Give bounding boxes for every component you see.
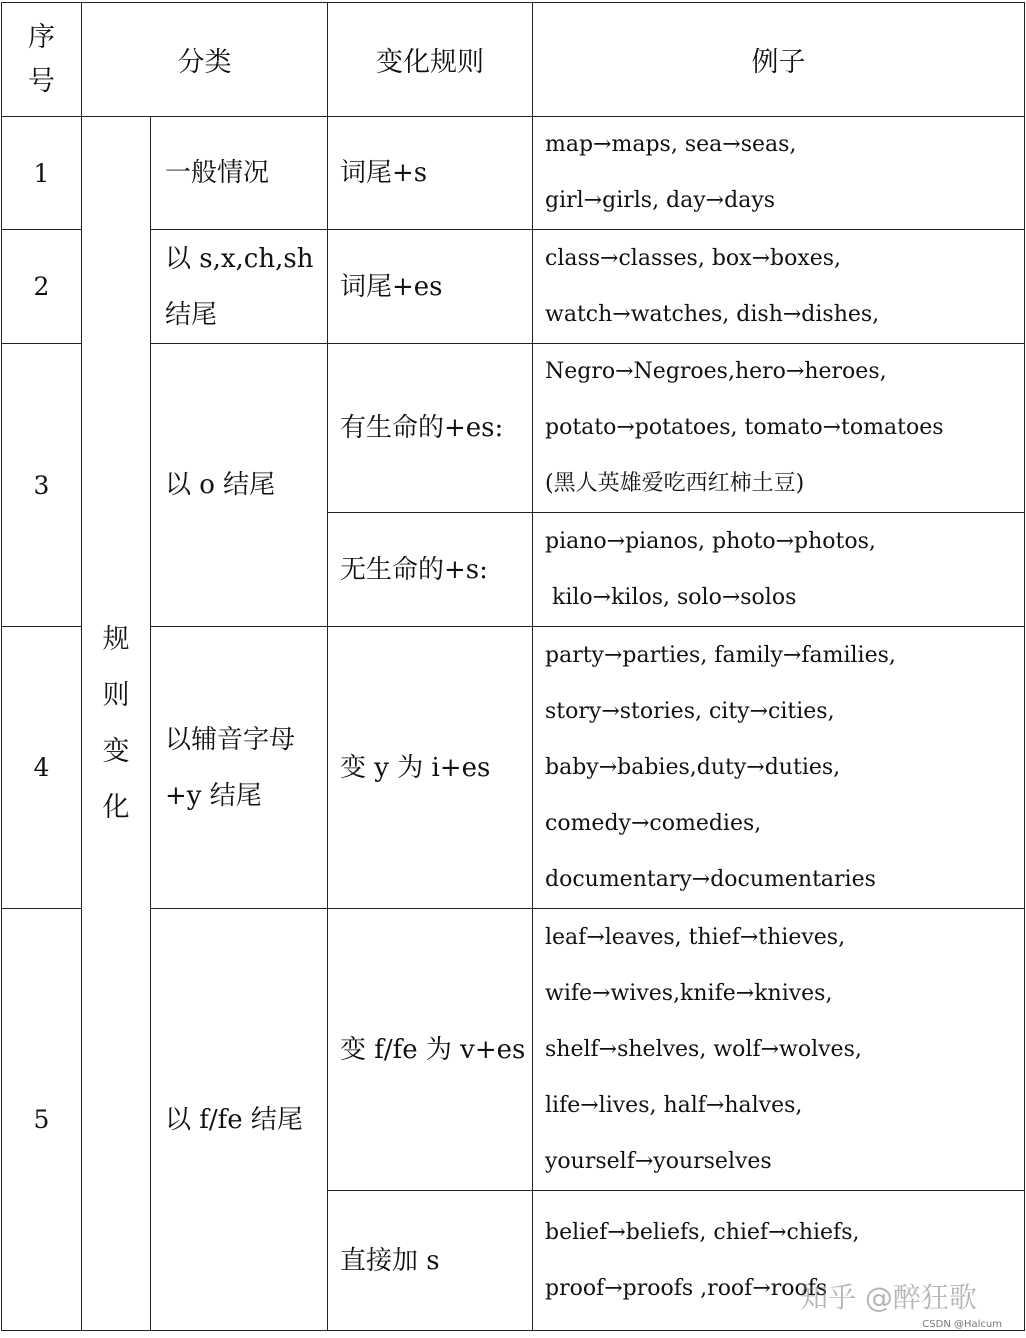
row-seq: 4 [2, 627, 82, 909]
example-line: kilo→kilos, solo→solos [545, 584, 797, 610]
row-examples [533, 117, 1025, 230]
example-line: girl→girls, day→days [545, 188, 776, 213]
header-seq-line-2: 号 [28, 65, 55, 97]
header-seq-line-1: 序 [28, 21, 55, 53]
csdn-credit: CSDN @Halcum [922, 1319, 1002, 1330]
row-rule: 词尾+es [328, 230, 533, 344]
example-line: shelf→shelves, wolf→wolves, [545, 1036, 862, 1062]
header-seq [2, 3, 82, 117]
example-line: belief→beliefs, chief→chiefs, [545, 1219, 860, 1245]
table-row [2, 230, 1025, 344]
header-row [2, 3, 1025, 117]
zhihu-watermark: 知乎 @醉狂歌 [800, 1281, 977, 1314]
header-rule: 变化规则 [328, 3, 533, 117]
row-rule: 无生命的+s: [328, 513, 533, 627]
side-label-char: 则 [102, 679, 130, 711]
category-line: 以 o 结尾 [165, 470, 276, 500]
plural-rules-table [1, 2, 1025, 1331]
example-line: watch→watches, dish→dishes, [545, 301, 880, 327]
row-category [151, 117, 328, 230]
row-category [151, 230, 328, 344]
row-examples [533, 627, 1025, 909]
table-row [2, 344, 1025, 513]
row-examples [533, 513, 1025, 627]
example-line: leaf→leaves, thief→thieves, [545, 924, 846, 950]
row-category [151, 344, 328, 627]
category-line: 以辅音字母 [165, 724, 296, 755]
row-category [151, 627, 328, 909]
row-seq: 3 [2, 344, 82, 627]
category-line: 以 f/fe 结尾 [165, 1104, 303, 1135]
example-line: potato→potatoes, tomato→tomatoes [545, 415, 944, 440]
table-row [2, 627, 1025, 909]
example-line: life→lives, half→halves, [545, 1092, 803, 1118]
example-line: proof→proofs ,roof→roofs [545, 1275, 828, 1301]
side-label-char: 变 [102, 735, 130, 767]
row-rule: 词尾+s [328, 117, 533, 230]
category-line: 以 s,x,ch,sh [165, 243, 314, 274]
example-line: map→maps, sea→seas, [545, 132, 797, 157]
example-line: story→stories, city→cities, [545, 698, 835, 724]
category-line: 结尾 [165, 299, 218, 330]
row-rule: 有生命的+es: [328, 344, 533, 513]
table-row [2, 117, 1025, 230]
row-rule: 变 y 为 i+es [328, 627, 533, 909]
example-line: wife→wives,knife→knives, [545, 980, 833, 1006]
row-examples [533, 909, 1025, 1191]
example-line: Negro→Negroes,hero→heroes, [545, 359, 887, 384]
header-category: 分类 [82, 3, 328, 117]
example-line: piano→pianos, photo→photos, [545, 528, 876, 554]
side-label-char: 化 [102, 791, 130, 823]
example-line: class→classes, box→boxes, [545, 245, 842, 271]
example-line: party→parties, family→families, [545, 642, 896, 668]
category-line: 一般情况 [165, 158, 270, 188]
row-category [151, 909, 328, 1331]
row-examples [533, 230, 1025, 344]
row-seq: 5 [2, 909, 82, 1331]
table-row [2, 909, 1025, 1191]
example-line: yourself→yourselves [545, 1148, 772, 1174]
row-seq: 2 [2, 230, 82, 344]
example-line: documentary→documentaries [545, 866, 876, 892]
example-line: baby→babies,duty→duties, [545, 754, 841, 780]
example-line: comedy→comedies, [545, 810, 762, 836]
row-rule: 变 f/fe 为 v+es [328, 909, 533, 1191]
row-seq: 1 [2, 117, 82, 230]
row-examples [533, 344, 1025, 513]
row-rule: 直接加 s [328, 1191, 533, 1331]
example-line: (黑人英雄爱吃西红柿土豆) [545, 471, 805, 496]
side-label-regular-change [82, 117, 151, 1331]
category-line: +y 结尾 [165, 780, 262, 811]
header-example: 例子 [533, 3, 1025, 117]
side-label-char: 规 [102, 623, 130, 655]
